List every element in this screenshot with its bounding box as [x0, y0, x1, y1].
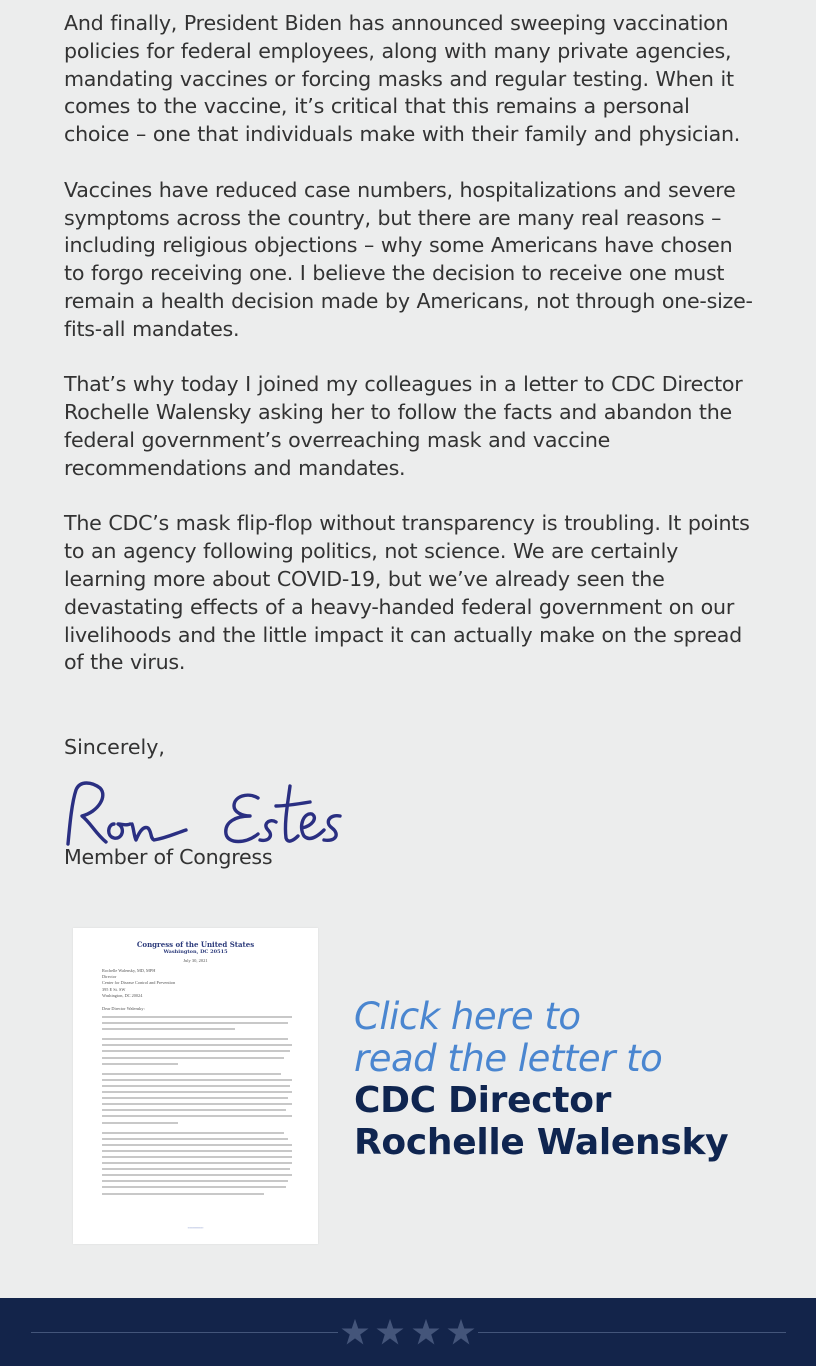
read-letter-link[interactable]	[354, 996, 794, 1164]
letter-body	[64, 10, 754, 869]
address-line: Director	[102, 974, 117, 980]
address-line: Center for Disease Control and Prevention	[102, 980, 176, 986]
cta-line-3: CDC Director	[354, 1080, 612, 1121]
letter-thumbnail-address	[102, 968, 175, 999]
star-icon	[340, 1317, 370, 1347]
footer-divider-right	[478, 1332, 786, 1333]
address-line: Rochelle Walensky, MD, MPH	[102, 968, 156, 973]
footer-stars	[340, 1314, 476, 1350]
letter-thumbnail-heading: Congress of the United States	[136, 940, 255, 949]
letter-thumbnail-text-lines	[102, 1016, 292, 1199]
star-icon	[375, 1317, 405, 1347]
body-paragraph: The CDC’s mask flip-flop without transparency is troubling. It points to an agency following politics, not science. We are certainly learning more about COVID-19, but we’ve already seen the devastating effects of a heavy-handed federal government on our livelihoods and the little impact it can actually make on the spread of the virus.	[64, 511, 750, 675]
letter-thumbnail-subheading: Washington, DC 20515	[163, 949, 228, 955]
cta-line-4: Rochelle Walensky	[354, 1122, 729, 1163]
cta-line-1: Click here to	[354, 995, 581, 1038]
star-icon	[446, 1317, 476, 1347]
signer-title: Member of Congress	[64, 845, 273, 869]
letter-thumbnail-date: July 30, 2021	[183, 958, 208, 963]
footer-divider-left	[31, 1332, 338, 1333]
body-paragraph: Vaccines have reduced case numbers, hospitalizations and severe symptoms across the country, but there are many real reasons – including religious objections – why some Americans have chosen to forgo receiving one. I believe the decision to receive one must remain a health decision made by Americans, not through one-size-fits-all mandates.	[64, 177, 753, 341]
letter-thumbnail-link[interactable]	[73, 928, 318, 1244]
footer-band	[0, 1298, 816, 1366]
closing: Sincerely,	[64, 735, 165, 759]
body-paragraph: And finally, President Biden has announced sweeping vaccination policies for federal employees, along with many private agencies, mandating vaccines or forcing masks and regular testing. When it comes to the vaccine, it’s critical that this remains a personal choice – one that individuals make with their family and physician.	[64, 11, 741, 147]
signature-image	[62, 772, 352, 852]
body-paragraph: That’s why today I joined my colleagues in a letter to CDC Director Rochelle Walensky asking her to follow the facts and abandon the federal government’s overreaching mask and vaccine recommendations and mandates.	[64, 372, 743, 480]
letter-thumbnail-greeting: Dear Director Walensky:	[102, 1006, 145, 1011]
star-icon	[411, 1317, 441, 1347]
letter-thumbnail-footer: •••••••••••••••	[187, 1226, 204, 1230]
address-line: 395 E St. SW	[102, 986, 126, 992]
cta-line-2: read the letter to	[354, 1037, 663, 1080]
address-line: Washington, DC 20024	[102, 992, 143, 998]
